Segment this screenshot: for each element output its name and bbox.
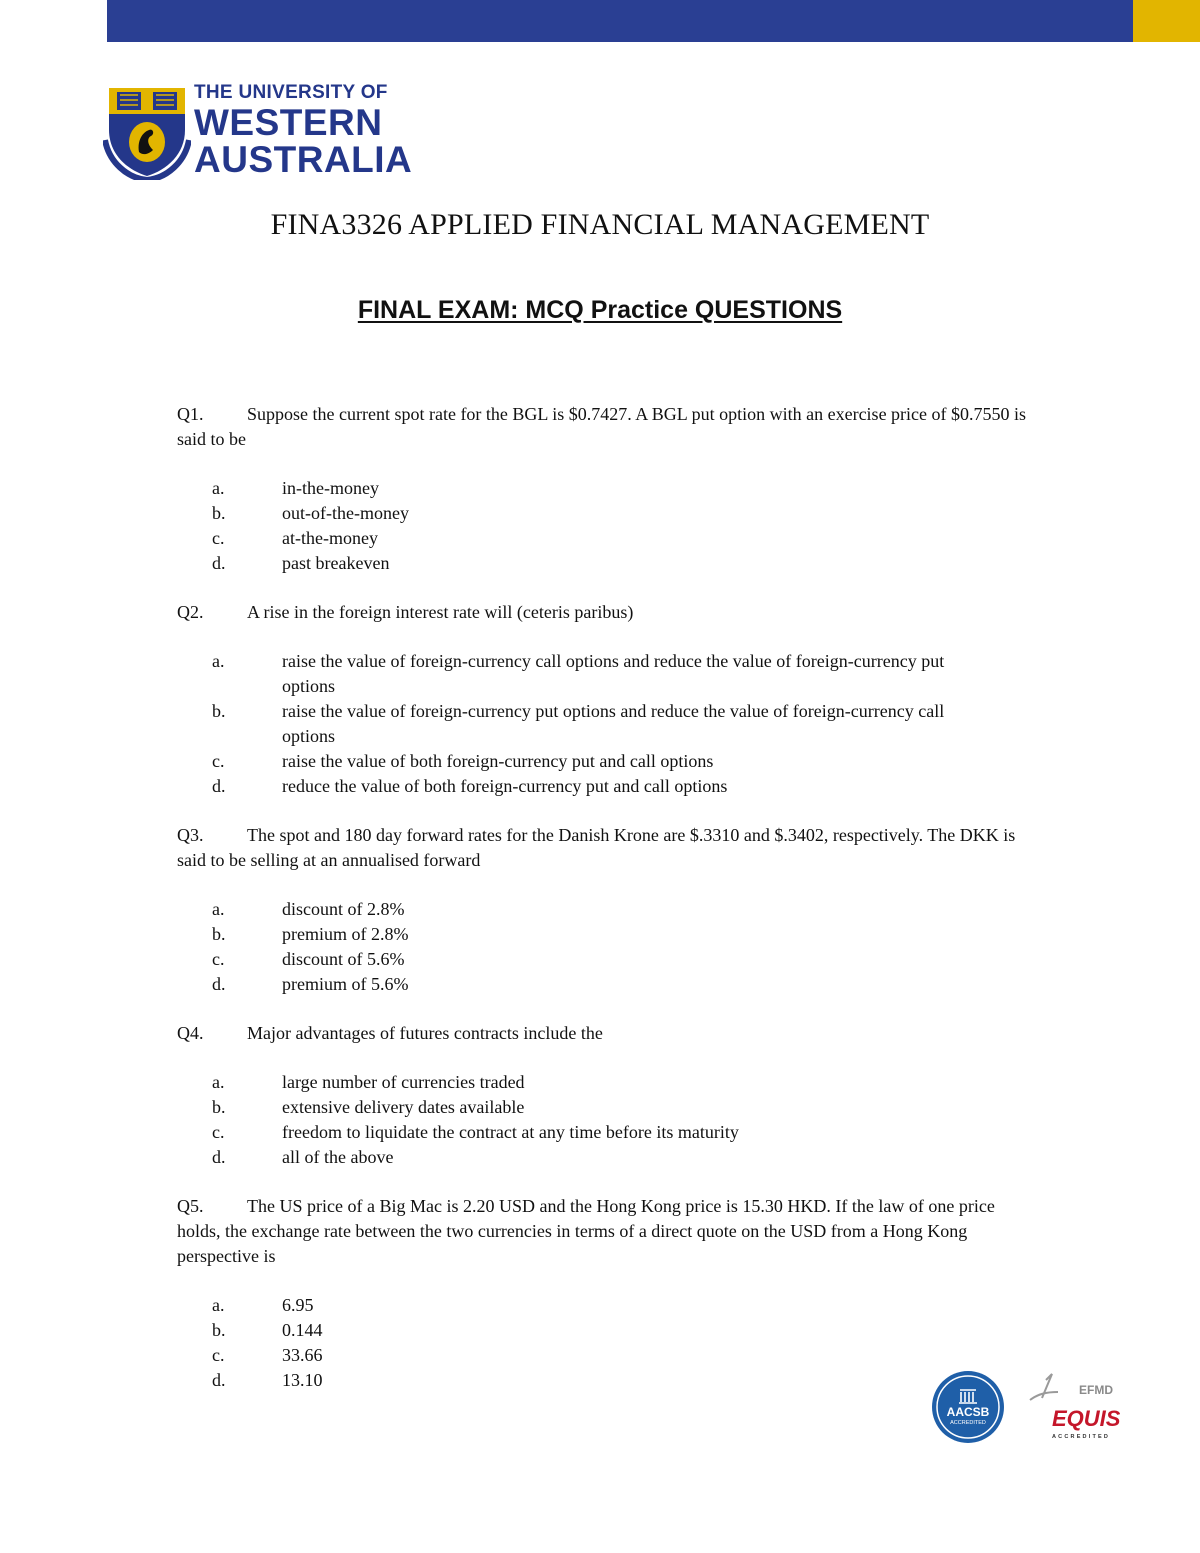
answer-option — [177, 1120, 1037, 1145]
answer-option — [177, 1070, 1037, 1095]
answer-options — [177, 649, 1037, 799]
option-text: past breakeven — [282, 553, 390, 573]
option-letter: c. — [212, 528, 225, 548]
question-number: Q4. — [177, 1023, 204, 1043]
answer-option — [177, 897, 1037, 922]
option-letter: b. — [212, 1097, 226, 1117]
question-number: Q1. — [177, 404, 204, 424]
option-text: at-the-money — [282, 528, 378, 548]
answer-option — [177, 947, 1037, 972]
header-band-gold — [1133, 0, 1200, 42]
option-text: raise the value of foreign-currency call options and reduce the value of foreign-currency put options — [282, 651, 945, 696]
answer-options — [177, 1070, 1037, 1170]
option-letter: d. — [212, 1147, 226, 1167]
answer-option — [177, 526, 1037, 551]
option-letter: d. — [212, 553, 226, 573]
answer-option — [177, 749, 1037, 774]
answer-options — [177, 897, 1037, 997]
question-stem — [177, 600, 1037, 625]
university-logo — [103, 80, 413, 180]
question-number: Q3. — [177, 825, 204, 845]
question-1 — [177, 402, 1037, 576]
option-letter: b. — [212, 924, 226, 944]
option-text: 13.10 — [282, 1370, 323, 1390]
question-list — [177, 402, 1037, 1417]
option-text: discount of 2.8% — [282, 899, 405, 919]
option-letter: c. — [212, 751, 225, 771]
answer-option — [177, 972, 1037, 997]
answer-option — [177, 1318, 1037, 1343]
option-letter: d. — [212, 974, 226, 994]
question-text: A rise in the foreign interest rate will (ceteris paribus) — [247, 602, 634, 622]
option-text: large number of currencies traded — [282, 1072, 525, 1092]
answer-option — [177, 1293, 1037, 1318]
option-text: reduce the value of both foreign-currency put and call options — [282, 776, 728, 796]
equis-label: EQUIS — [1052, 1406, 1120, 1431]
logo-line-3: AUSTRALIA — [194, 139, 413, 180]
question-text: Major advantages of futures contracts include the — [247, 1023, 603, 1043]
option-text: freedom to liquidate the contract at any time before its maturity — [282, 1122, 739, 1142]
question-5 — [177, 1194, 1037, 1393]
equis-logo-icon — [1024, 1372, 1120, 1442]
option-text: in-the-money — [282, 478, 379, 498]
option-text: raise the value of both foreign-currency put and call options — [282, 751, 714, 771]
question-stem — [177, 823, 1037, 873]
option-text: out-of-the-money — [282, 503, 409, 523]
question-stem — [177, 1194, 1037, 1269]
option-text: 6.95 — [282, 1295, 314, 1315]
answer-option — [177, 649, 1037, 699]
question-stem — [177, 1021, 1037, 1046]
option-letter: b. — [212, 701, 226, 721]
option-letter: c. — [212, 1122, 225, 1142]
answer-option — [177, 922, 1037, 947]
answer-option — [177, 476, 1037, 501]
question-3 — [177, 823, 1037, 997]
question-stem — [177, 402, 1037, 452]
option-text: discount of 5.6% — [282, 949, 405, 969]
option-letter: c. — [212, 949, 225, 969]
answer-option — [177, 501, 1037, 526]
logo-line-2: WESTERN — [194, 102, 383, 143]
equis-sub: ACCREDITED — [1052, 1434, 1111, 1440]
answer-option — [177, 774, 1037, 799]
question-text: The spot and 180 day forward rates for the Danish Krone are $.3310 and $.3402, respectively. The DKK is said to be selling at an annualised forward — [177, 825, 1016, 870]
option-text: raise the value of foreign-currency put options and reduce the value of foreign-currency call options — [282, 701, 945, 746]
option-letter: a. — [212, 899, 225, 919]
answer-option — [177, 1145, 1037, 1170]
option-letter: d. — [212, 776, 226, 796]
option-letter: d. — [212, 1370, 226, 1390]
answer-option — [177, 551, 1037, 576]
answer-option — [177, 1368, 1037, 1393]
option-text: extensive delivery dates available — [282, 1097, 525, 1117]
answer-option — [177, 1343, 1037, 1368]
aacsb-seal-icon — [931, 1370, 1005, 1444]
answer-option — [177, 699, 1037, 749]
question-text: Suppose the current spot rate for the BGL is $0.7427. A BGL put option with an exercise price of $0.7550 is said to be — [177, 404, 1027, 449]
option-letter: c. — [212, 1345, 225, 1365]
option-letter: a. — [212, 1072, 225, 1092]
option-letter: b. — [212, 1320, 226, 1340]
option-text: all of the above — [282, 1147, 394, 1167]
option-letter: a. — [212, 478, 225, 498]
question-4 — [177, 1021, 1037, 1170]
uwa-crest-icon — [103, 80, 191, 180]
course-title: FINA3326 APPLIED FINANCIAL MANAGEMENT — [270, 208, 930, 241]
option-letter: a. — [212, 1295, 225, 1315]
option-letter: a. — [212, 651, 225, 671]
efmd-label: EFMD — [1079, 1383, 1113, 1397]
aacsb-sub: ACCREDITED — [950, 1420, 986, 1426]
option-text: premium of 2.8% — [282, 924, 409, 944]
option-text: 33.66 — [282, 1345, 323, 1365]
answer-options — [177, 476, 1037, 576]
answer-option — [177, 1095, 1037, 1120]
question-text: The US price of a Big Mac is 2.20 USD and the Hong Kong price is 15.30 HKD. If the law of one price holds, the exchange rate between the two currencies in terms of a direct quote on the USD from a Hong Kong perspective is — [177, 1196, 995, 1266]
question-number: Q5. — [177, 1196, 204, 1216]
question-2 — [177, 600, 1037, 799]
logo-line-1: THE UNIVERSITY OF — [194, 82, 388, 103]
option-text: 0.144 — [282, 1320, 323, 1340]
aacsb-name: AACSB — [946, 1405, 990, 1419]
header-band-blue — [107, 0, 1133, 42]
answer-options — [177, 1293, 1037, 1393]
option-text: premium of 5.6% — [282, 974, 409, 994]
question-number: Q2. — [177, 602, 204, 622]
exam-title: FINAL EXAM: MCQ Practice QUESTIONS — [357, 296, 843, 324]
option-letter: b. — [212, 503, 226, 523]
